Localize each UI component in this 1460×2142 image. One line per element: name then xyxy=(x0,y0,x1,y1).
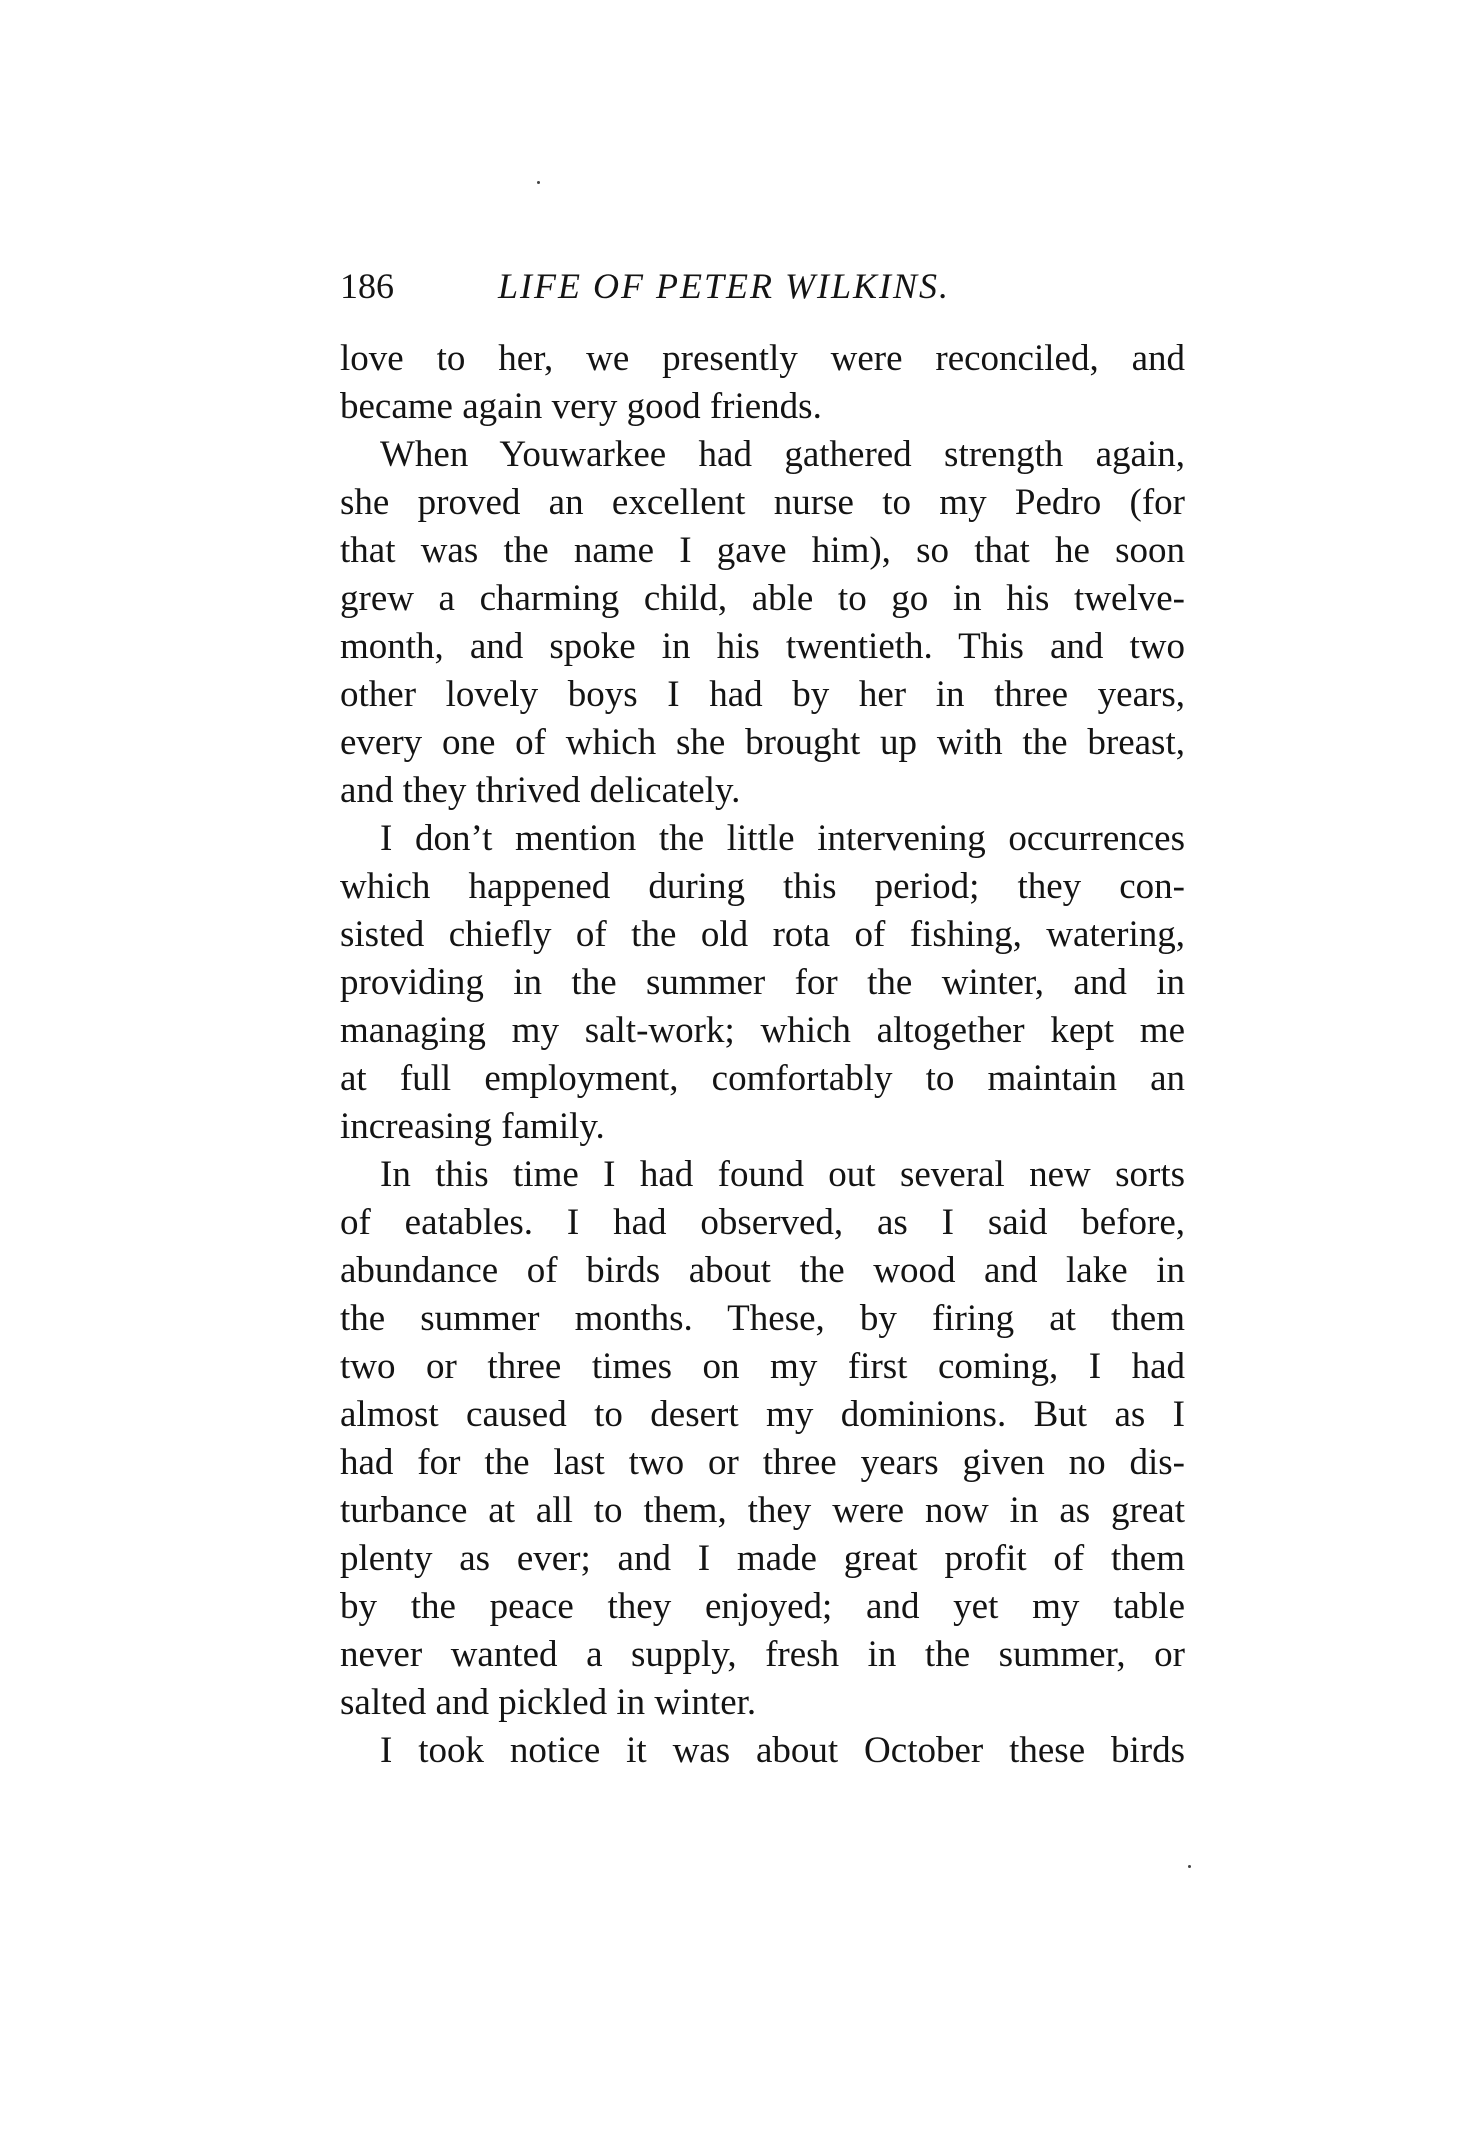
text-line: turbance at all to them, they were now in as great xyxy=(340,1490,1185,1531)
text-line: increasing family. xyxy=(340,1106,605,1147)
text-line: providing in the summer for the winter, and in xyxy=(340,962,1185,1003)
text-line: at full employment, comfortably to maintain an xyxy=(340,1058,1185,1099)
text-line: every one of which she brought up with the breast, xyxy=(340,722,1185,763)
print-speck xyxy=(1188,1865,1191,1868)
text-line: month, and spoke in his twentieth. This and two xyxy=(340,626,1185,667)
text-line: which happened during this period; they con- xyxy=(340,866,1185,907)
text-line: of eatables. I had observed, as I said before, xyxy=(340,1202,1185,1243)
text-line: love to her, we presently were reconciled, and xyxy=(340,338,1185,379)
text-line: and they thrived delicately. xyxy=(340,770,741,811)
text-line: sisted chiefly of the old rota of fishing, watering, xyxy=(340,914,1185,955)
body-text xyxy=(340,335,1185,1775)
text-line: never wanted a supply, fresh in the summer, or xyxy=(340,1634,1185,1675)
text-line: by the peace they enjoyed; and yet my table xyxy=(340,1586,1185,1627)
text-line: I took notice it was about October these birds xyxy=(380,1730,1185,1771)
text-line: abundance of birds about the wood and lake in xyxy=(340,1250,1185,1291)
text-line: managing my salt-work; which altogether kept me xyxy=(340,1010,1185,1051)
page-number: 186 xyxy=(340,266,394,306)
text-line: had for the last two or three years given no dis- xyxy=(340,1442,1185,1483)
text-line: When Youwarkee had gathered strength again, xyxy=(380,434,1185,475)
text-line: plenty as ever; and I made great profit of them xyxy=(340,1538,1185,1579)
text-line: she proved an excellent nurse to my Pedro (for xyxy=(340,482,1185,523)
text-line: that was the name I gave him), so that he soon xyxy=(340,530,1185,571)
text-line: other lovely boys I had by her in three years, xyxy=(340,674,1185,715)
running-title: LIFE OF PETER WILKINS. xyxy=(498,266,950,306)
text-line: grew a charming child, able to go in his twelve- xyxy=(340,578,1185,619)
page-header xyxy=(340,262,1190,310)
text-line: the summer months. These, by firing at them xyxy=(340,1298,1185,1339)
text-line: almost caused to desert my dominions. But as I xyxy=(340,1394,1185,1435)
text-line: I don’t mention the little intervening occurrences xyxy=(380,818,1185,859)
text-line: salted and pickled in winter. xyxy=(340,1682,757,1723)
text-line: two or three times on my first coming, I had xyxy=(340,1346,1185,1387)
text-line: became again very good friends. xyxy=(340,386,822,427)
text-line: In this time I had found out several new sorts xyxy=(380,1154,1185,1195)
print-speck xyxy=(537,181,540,184)
